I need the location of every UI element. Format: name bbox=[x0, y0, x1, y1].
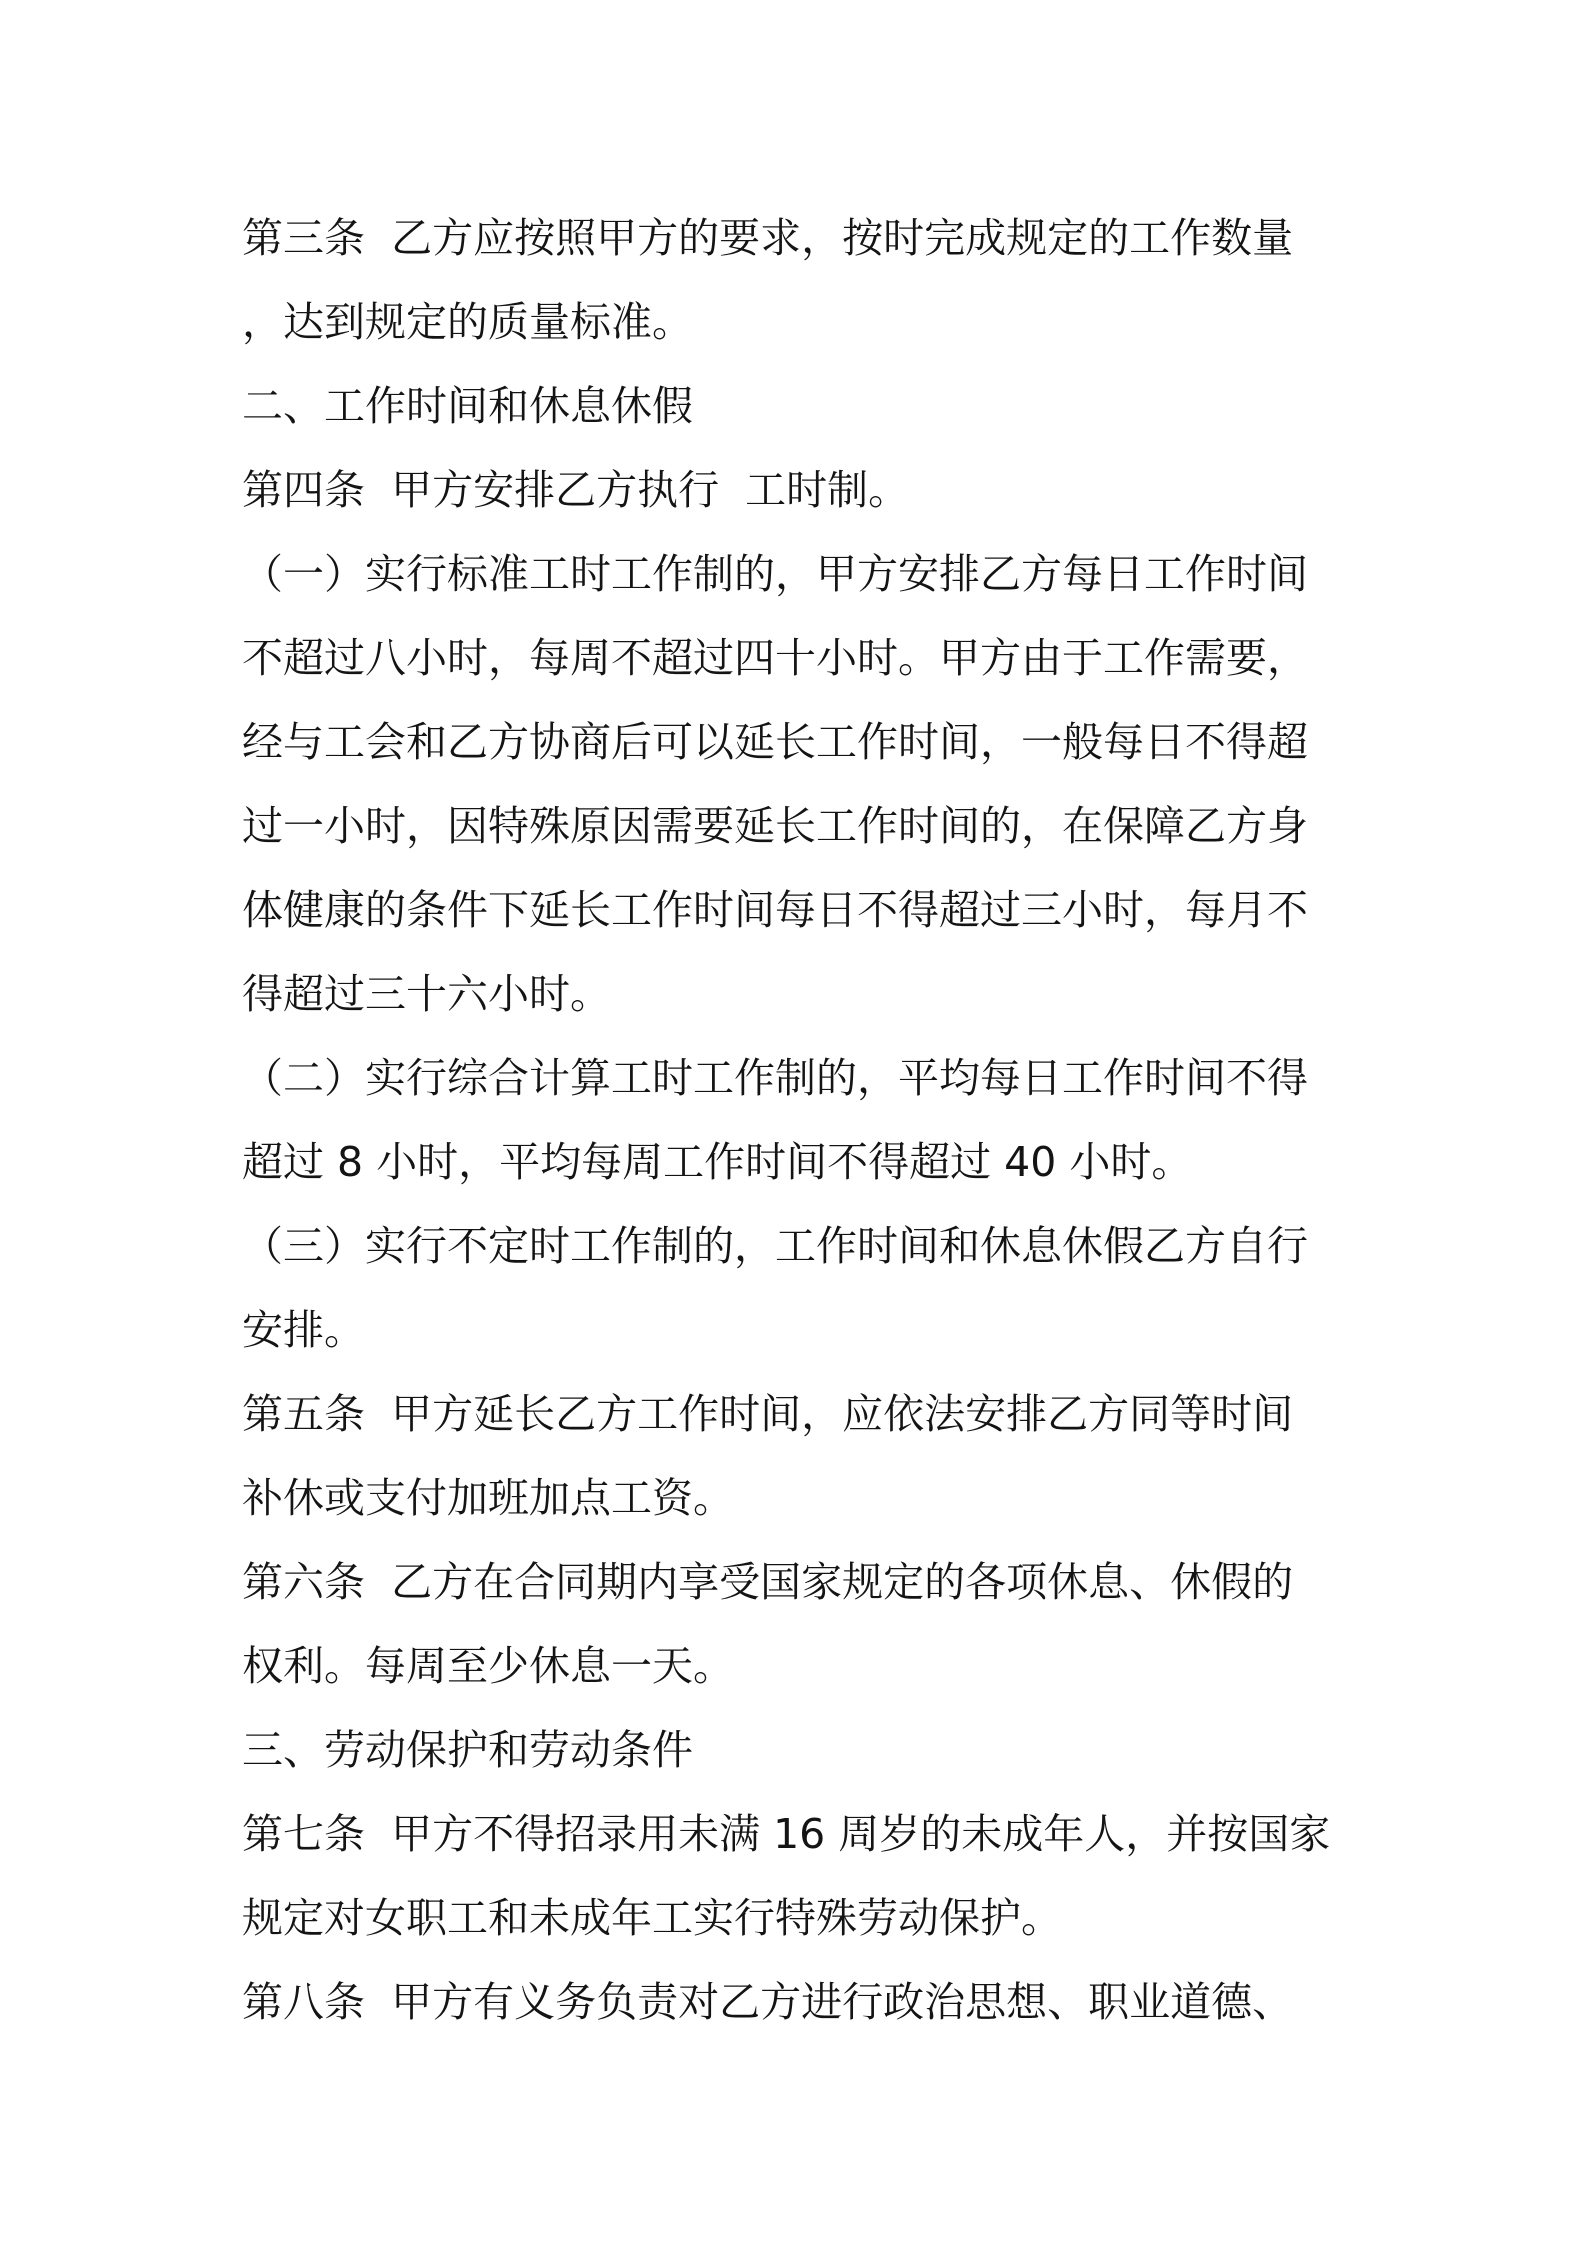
contract-text bbox=[242, 196, 1362, 2044]
section-2-heading: 二、工作时间和休息休假 bbox=[242, 382, 693, 430]
article-5-line-2: 补休或支付加班加点工资。 bbox=[242, 1474, 734, 1522]
clause-2-line-1: （二）实行综合计算工时工作制的，平均每日工作时间不得 bbox=[242, 1054, 1308, 1102]
article-4-line-1: 第四条 甲方安排乙方执行 工时制。 bbox=[242, 466, 910, 514]
article-6-line-1: 第六条 乙方在合同期内享受国家规定的各项休息、休假的 bbox=[242, 1558, 1294, 1606]
article-7-line-2: 规定对女职工和未成年工实行特殊劳动保护。 bbox=[242, 1894, 1062, 1942]
article-5-line-1: 第五条 甲方延长乙方工作时间，应依法安排乙方同等时间 bbox=[242, 1390, 1294, 1438]
clause-3-line-2: 安排。 bbox=[242, 1306, 365, 1354]
section-3-heading: 三、劳动保护和劳动条件 bbox=[242, 1726, 693, 1774]
clause-1-line-3: 经与工会和乙方协商后可以延长工作时间，一般每日不得超 bbox=[242, 718, 1308, 766]
article-6-line-2: 权利。每周至少休息一天。 bbox=[242, 1642, 734, 1690]
clause-3-line-1: （三）实行不定时工作制的，工作时间和休息休假乙方自行 bbox=[242, 1222, 1308, 1270]
clause-2-line-2: 超过 8 小时，平均每周工作时间不得超过 40 小时。 bbox=[242, 1138, 1193, 1186]
article-3-line-2: ，达到规定的质量标准。 bbox=[242, 298, 693, 346]
clause-1-line-5: 体健康的条件下延长工作时间每日不得超过三小时，每月不 bbox=[242, 886, 1308, 934]
article-7-line-1: 第七条 甲方不得招录用未满 16 周岁的未成年人，并按国家 bbox=[242, 1810, 1331, 1858]
clause-1-line-2: 不超过八小时，每周不超过四十小时。甲方由于工作需要， bbox=[242, 634, 1308, 682]
clause-1-line-6: 得超过三十六小时。 bbox=[242, 970, 611, 1018]
article-8-line-1: 第八条 甲方有义务负责对乙方进行政治思想、职业道德、 bbox=[242, 1978, 1294, 2026]
clause-1-line-1: （一）实行标准工时工作制的，甲方安排乙方每日工作时间 bbox=[242, 550, 1308, 598]
clause-1-line-4: 过一小时，因特殊原因需要延长工作时间的，在保障乙方身 bbox=[242, 802, 1308, 850]
article-3-line-1: 第三条 乙方应按照甲方的要求，按时完成规定的工作数量 bbox=[242, 214, 1294, 262]
